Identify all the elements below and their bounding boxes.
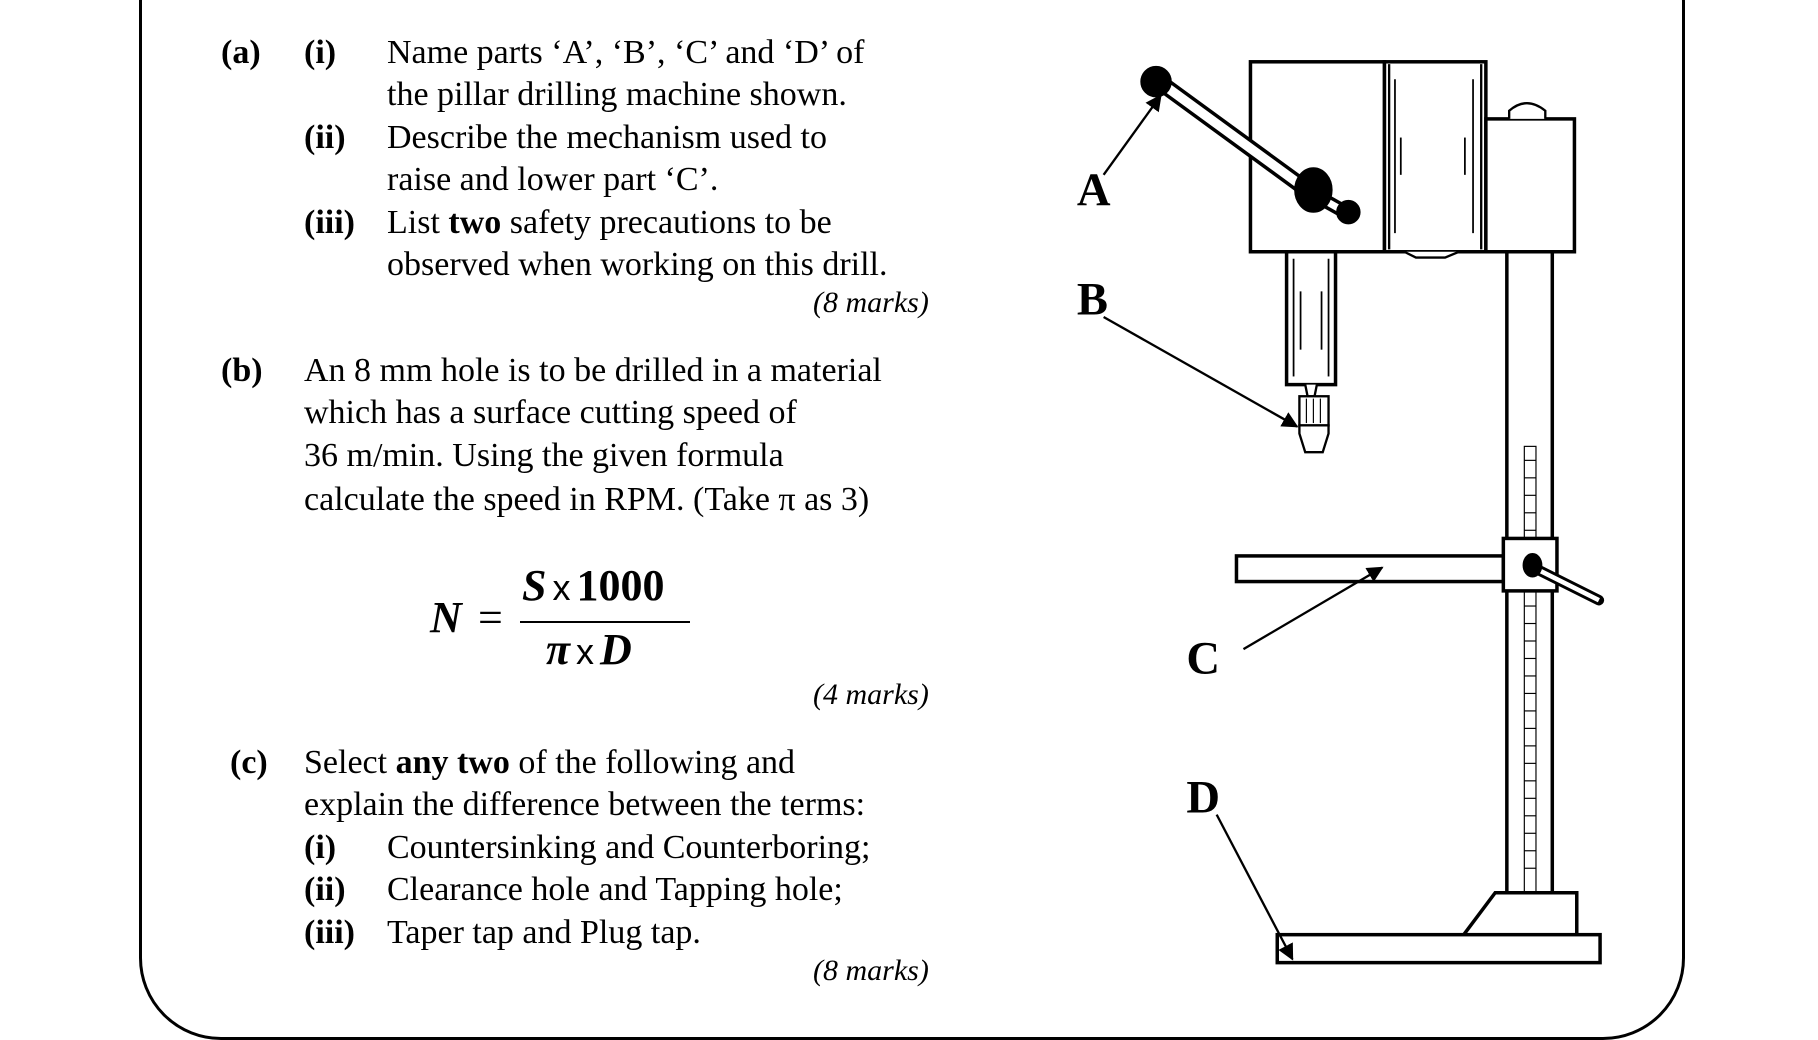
leader-b bbox=[1104, 317, 1297, 427]
label-b: B bbox=[1076, 273, 1108, 326]
question-c-i-num: (i) bbox=[304, 829, 337, 866]
drill-head-right bbox=[1384, 62, 1485, 252]
question-c-marks: (8 marks) bbox=[813, 954, 929, 987]
question-c-ii-num: (ii) bbox=[304, 871, 346, 908]
text: Select bbox=[304, 744, 396, 781]
question-a-label: (a) bbox=[221, 34, 261, 71]
question-b-marks: (4 marks) bbox=[813, 678, 929, 711]
formula-1000: 1000 bbox=[576, 561, 665, 610]
drill-base bbox=[1277, 935, 1600, 963]
question-a-i-num: (i) bbox=[304, 34, 337, 71]
motor-box bbox=[1486, 119, 1575, 252]
question-c-i-text: Countersinking and Counterboring; bbox=[387, 829, 871, 866]
question-c-ii-text: Clearance hole and Tapping hole; bbox=[387, 871, 843, 908]
label-c: C bbox=[1186, 632, 1221, 685]
question-a-iii-num: (iii) bbox=[304, 204, 355, 241]
formula-times: x bbox=[552, 567, 571, 608]
question-b-line1: An 8 mm hole is to be drilled in a material bbox=[304, 352, 882, 389]
question-c-line2: explain the difference between the terms: bbox=[304, 786, 866, 823]
formula-d: D bbox=[600, 625, 632, 674]
bold-text: two bbox=[448, 204, 502, 241]
leader-a bbox=[1104, 96, 1161, 175]
question-b-line3: 36 m/min. Using the given formula bbox=[304, 437, 784, 474]
bold-text: any two bbox=[395, 744, 510, 781]
question-b-label: (b) bbox=[221, 352, 263, 389]
question-a-iii-line2: observed when working on this drill. bbox=[387, 246, 888, 283]
question-a-i-line2: the pillar drilling machine shown. bbox=[387, 76, 847, 113]
formula-equals: = bbox=[478, 593, 503, 642]
question-a-i-line1: Name parts ‘A’, ‘B’, ‘C’ and ‘D’ of bbox=[387, 34, 865, 71]
drill-table bbox=[1236, 556, 1503, 582]
clamp-lever-knob bbox=[1524, 555, 1540, 576]
column-foot bbox=[1464, 893, 1577, 935]
formula-times: x bbox=[576, 631, 595, 672]
question-a-ii-num: (ii) bbox=[304, 119, 346, 156]
question-b-line4: calculate the speed in RPM. (Take π as 3) bbox=[304, 481, 870, 518]
question-c-iii-text: Taper tap and Plug tap. bbox=[387, 914, 701, 951]
question-b-line2: which has a surface cutting speed of bbox=[304, 394, 797, 431]
formula-pi: π bbox=[546, 625, 571, 674]
question-a-ii-line2: raise and lower part ‘C’. bbox=[387, 161, 719, 198]
handle-knob bbox=[1142, 68, 1170, 96]
handle-hub bbox=[1296, 169, 1331, 211]
text: safety precautions to be bbox=[501, 204, 832, 241]
formula-lhs: N bbox=[430, 593, 462, 642]
leader-d bbox=[1217, 815, 1293, 960]
label-d: D bbox=[1186, 771, 1221, 824]
text: of the following and bbox=[509, 744, 796, 781]
question-a-marks: (8 marks) bbox=[813, 286, 929, 319]
label-a: A bbox=[1076, 164, 1111, 217]
question-a-ii-line1: Describe the mechanism used to bbox=[387, 119, 827, 156]
question-c-label: (c) bbox=[230, 744, 268, 781]
drill-body bbox=[1142, 62, 1600, 963]
question-c-iii-num: (iii) bbox=[304, 914, 355, 951]
text: List bbox=[387, 204, 449, 241]
formula-s: S bbox=[522, 561, 547, 610]
motor-cap bbox=[1509, 103, 1545, 119]
